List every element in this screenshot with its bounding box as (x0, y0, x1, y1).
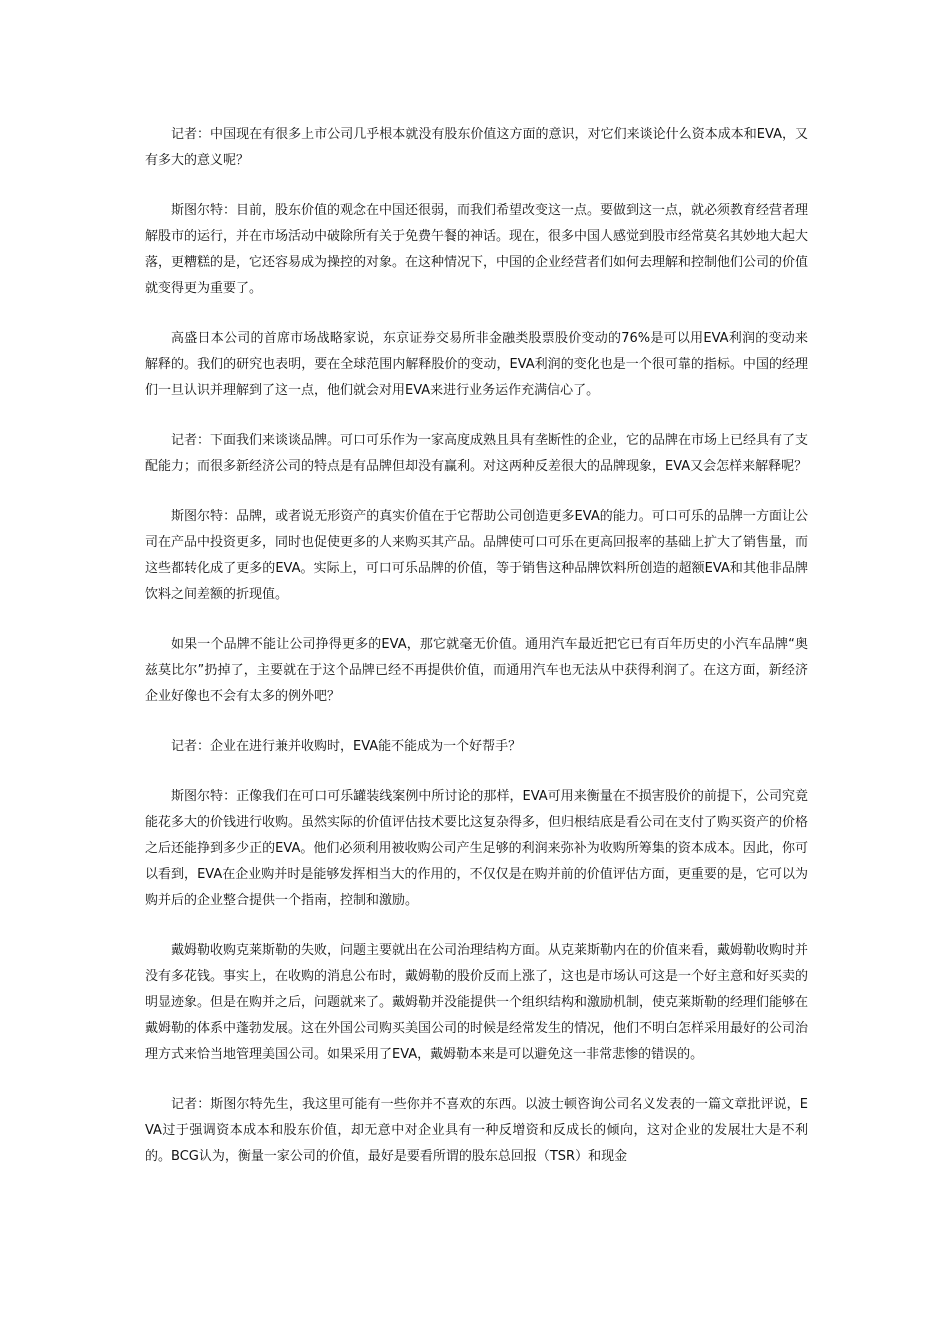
document-body (145, 122, 808, 1170)
paragraph-goldman-sachs-evidence: 高盛日本公司的首席市场战略家说，东京证券交易所非金融类股票股价变动的76%是可以用EVA利润的变动来解释的。我们的研究也表明，要在全球范围内解释股价的变动，EVA利润的变化也是一个很可靠的指标。中国的经理们一旦认识并理解到了这一点，他们就会对用EVA来进行业务运作充满信心了。 (145, 331, 808, 398)
paragraph-reporter-question-shareholder-value: 记者：中国现在有很多上市公司几乎根本就没有股东价值这方面的意识，对它们来谈论什么资本成本和EVA，又有多大的意义呢？ (145, 127, 808, 168)
paragraph-reporter-question-bcg: 记者：斯图尔特先生，我这里可能有一些你并不喜欢的东西。以波士顿咨询公司名义发表的一篇文章批评说，EVA过于强调资本成本和股东价值，却无意中对企业具有一种反增资和反成长的倾向，这对企业的发展壮大是不利的。BCG认为，衡量一家公司的价值，最好是要看所谓的股东总回报（TSR）和现金 (145, 1097, 808, 1164)
paragraph-stewart-answer-mergers: 斯图尔特：正像我们在可口可乐罐装线案例中所讨论的那样，EVA可用来衡量在不损害股价的前提下，公司究竟能花多大的价钱进行收购。虽然实际的价值评估技术要比这复杂得多，但归根结底是看公司在支付了购买资产的价格之后还能挣到多少正的EVA。他们必须利用被收购公司产生足够的利润来弥补为收购所筹集的资本成本。因此，你可以看到，EVA在企业购并时是能够发挥相当大的作用的，不仅仅是在购并前的价值评估方面，更重要的是，它可以为购并后的企业整合提供一个指南，控制和激励。 (145, 789, 809, 908)
paragraph-oldsmobile-example: 如果一个品牌不能让公司挣得更多的EVA，那它就毫无价值。通用汽车最近把它已有百年历史的小汽车品牌“奥兹莫比尔”扔掉了，主要就在于这个品牌已经不再提供价值，而通用汽车也无法从中获得利润了。在这方面，新经济企业好像也不会有太多的例外吧？ (145, 637, 808, 704)
paragraph-stewart-answer-china: 斯图尔特：目前，股东价值的观念在中国还很弱，而我们希望改变这一点。要做到这一点，就必须教育经营者理解股市的运行，并在市场活动中破除所有关于免费午餐的神话。现在，很多中国人感觉到股市经常莫名其妙地大起大落，更糟糕的是，它还容易成为操控的对象。在这种情况下，中国的企业经营者们如何去理解和控制他们公司的价值就变得更为重要了。 (145, 203, 809, 296)
paragraph-reporter-question-brand: 记者：下面我们来谈谈品牌。可口可乐作为一家高度成熟且具有垄断性的企业，它的品牌在市场上已经具有了支配能力；而很多新经济公司的特点是有品牌但却没有赢利。对这两种反差很大的品牌现象，EVA又会怎样来解释呢？ (145, 433, 809, 474)
paragraph-daimler-chrysler: 戴姆勒收购克莱斯勒的失败，问题主要就出在公司治理结构方面。从克莱斯勒内在的价值来看，戴姆勒收购时并没有多花钱。事实上，在收购的消息公布时，戴姆勒的股价反而上涨了，这也是市场认可这是一个好主意和好买卖的明显迹象。但是在购并之后，问题就来了。戴姆勒并没能提供一个组织结构和激励机制，使克莱斯勒的经理们能够在戴姆勒的体系中蓬勃发展。这在外国公司购买美国公司的时候是经常发生的情况，他们不明白怎样采用最好的公司治理方式来恰当地管理美国公司。如果采用了EVA，戴姆勒本来是可以避免这一非常悲惨的错误的。 (145, 943, 809, 1062)
paragraph-reporter-question-mergers: 记者：企业在进行兼并收购时，EVA能不能成为一个好帮手？ (171, 739, 522, 754)
paragraph-stewart-answer-brand: 斯图尔特：品牌，或者说无形资产的真实价值在于它帮助公司创造更多EVA的能力。可口可乐的品牌一方面让公司在产品中投资更多，同时也促使更多的人来购买其产品。品牌使可口可乐在更高回报率的基础上扩大了销售量，而这些都转化成了更多的EVA。实际上，可口可乐品牌的价值，等于销售这种品牌饮料所创造的超额EVA和其他非品牌饮料之间差额的折现值。 (145, 509, 809, 602)
